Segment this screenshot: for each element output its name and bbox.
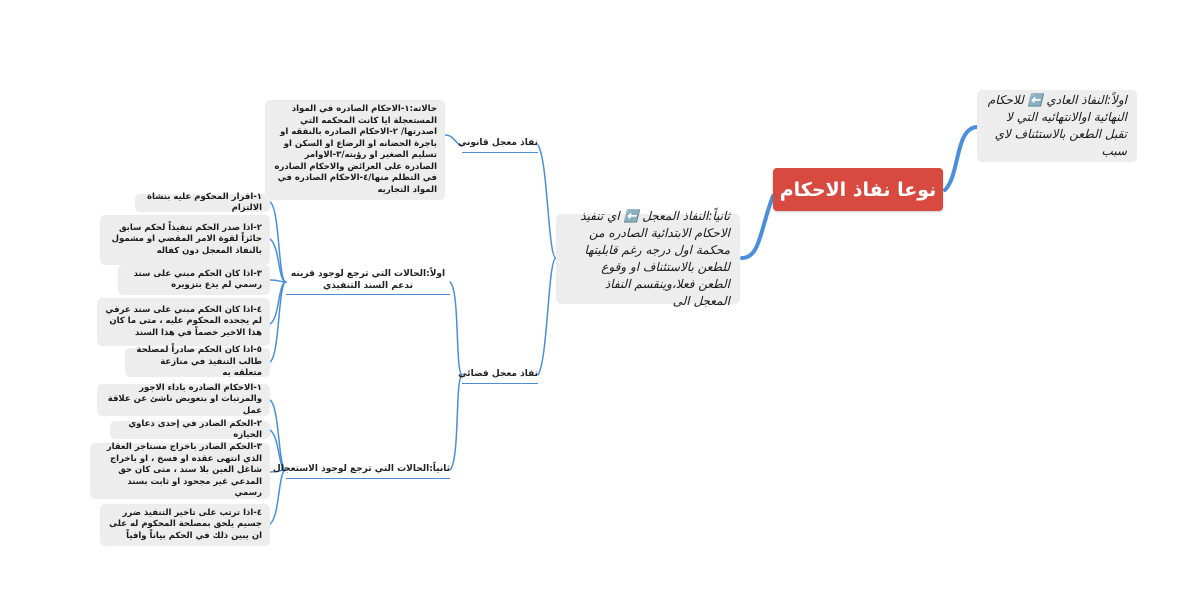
link-second-judicial [538,258,556,375]
link-judicial-group1 [450,282,462,375]
root-title: نوعا نفاذ الاحكام [779,178,937,201]
first-type-text: اولاً:النفاذ العادي ⬅️ للاحكام النهائية اوالانتهائيه التي لا تقبل الطعن بالاستئناف لاي سبب [987,93,1127,158]
link-root-first [945,127,977,190]
group2-underline [286,478,450,479]
legal-cases-text: حالاته:١-الاحكام الصادره في المواد المستعجلة ايا كانت المحكمه التي اصدرتها/ ٢-الاحكام الصادره بالنفقه او باجرة الحضانه او الرضاع او السكن او تسليم الصغير او رؤيته/٣-الاوامر الصادره على العرائض والاحكام الصادره في التظلم منها/٤-الاحكام الصادره في المواد التجاريه [274,104,437,195]
group1-item[interactable]: ٣-اذا كان الحكم مبني على سند رسمي لم يدع بتزويره [118,265,270,295]
group1-label[interactable]: اولاً:الحالات التي ترجع لوجود قرينه تدعم السند التنفيذي [290,269,446,291]
group2-item[interactable]: ١-الاحكام الصادره باداء الاجور والمرتبات او بتعويض ناشئ عن علاقة عمل [97,384,270,416]
group1-underline [286,294,450,295]
group2-item[interactable]: ٢-الحكم الصادر في إحدى دعاوي الحيازه [110,421,270,439]
link-root-second [742,196,773,258]
link-judicial-group2 [450,375,462,470]
link-second-legal [538,145,556,258]
legal-cases-node[interactable] [265,100,445,200]
group2-label[interactable]: ثانياً:الحالات التي ترجع لوجود الاستعجال [272,464,450,474]
judicial-branch-label[interactable]: نفاذ معجل قضائي [458,369,538,379]
group1-item[interactable]: ١-اقرار المحكوم عليه بنشاة الالتزام [135,194,270,212]
root-node[interactable] [773,168,943,211]
group2-item[interactable]: ٣-الحكم الصادر باخراج مستاجر العقار الذي انتهى عقده او فسخ ، او باخراج شاغل العين بلا سند ، متى كان حق المدعي غير مجحود او ثابت بسند رسمي [90,443,270,499]
link-g1-item2 [270,239,286,282]
judicial-branch-underline [462,383,538,384]
legal-branch-underline [462,152,538,153]
group1-item[interactable]: ٢-اذا صدر الحكم تنفيذاً لحكم سابق حائزاً لقوة الامر المقضي او مشمول بالنفاذ المعجل دون كفاله [100,215,270,265]
link-g2-item1 [270,400,286,470]
group1-item[interactable]: ٤-اذا كان الحكم مبني على سند عرفي لم يجحده المحكوم عليه ، متى ما كان هذا الاخير خصماً في هذا السند [97,298,270,346]
link-g2-item4 [270,470,286,524]
first-type-node[interactable] [977,90,1137,162]
link-g1-item4 [270,282,286,324]
second-type-node[interactable] [556,209,740,308]
legal-branch-label[interactable]: نفاذ معجل قانوني [457,138,538,148]
group1-item[interactable]: ٥-اذا كان الحكم صادراً لمصلحة طالب التنفيذ في منازعة متعلقه به [125,348,270,377]
second-type-text: ثانياً:النفاذ المعجل ⬅️ اي تنفيذ الاحكام الابتدائية الصادره من محكمة اول درجه رغم قابليتها للطعن بالاستئناف او وقوع الطعن فعلا،وينقسم النفاذ المعجل الى [580,209,730,308]
group2-item[interactable]: ٤-اذا ترتب على تاخير التنفيذ ضرر جسيم يلحق بمصلحة المحكوم له على ان يبين ذلك في الحكم بياناً وافياً [100,504,270,546]
